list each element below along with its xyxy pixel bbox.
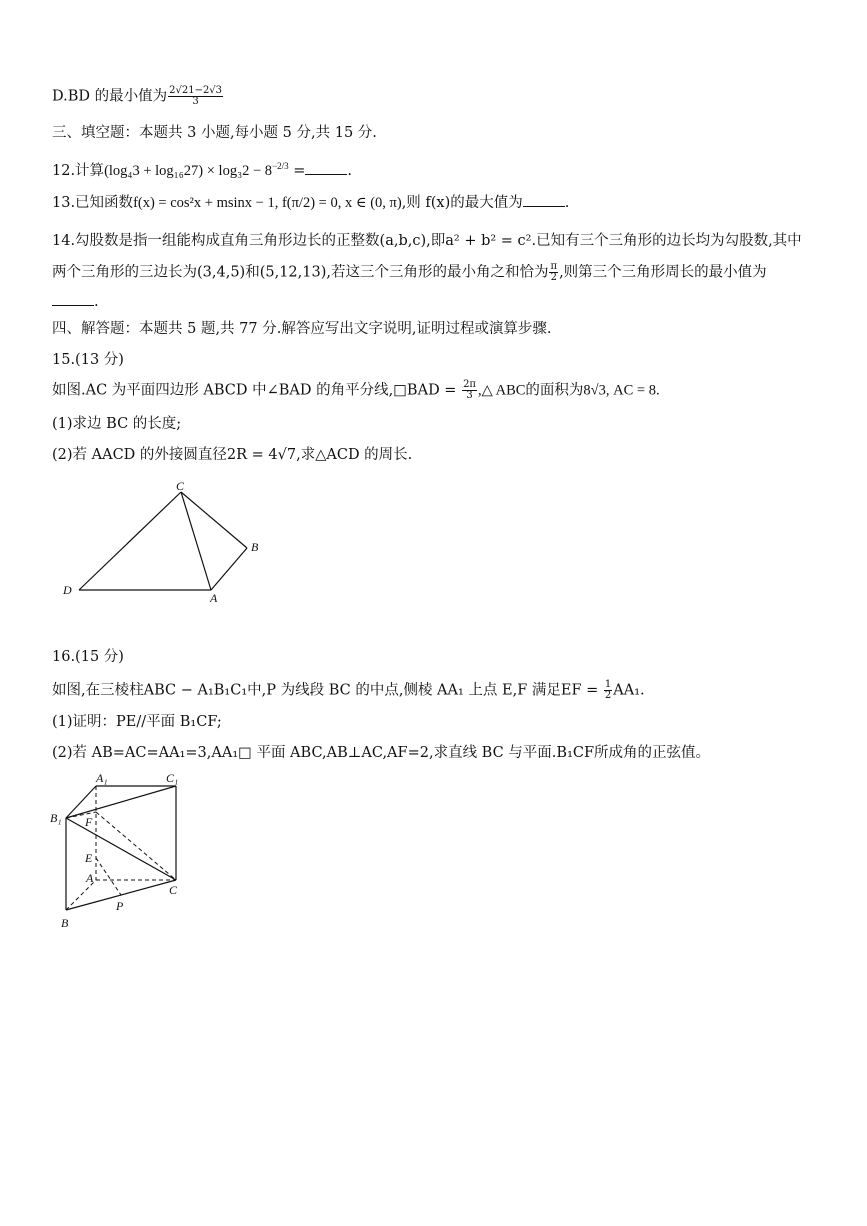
- segment-ep: [96, 858, 121, 895]
- edge-ba: [211, 548, 247, 590]
- label-f: F: [85, 815, 93, 829]
- question-15-part1: (1)求边 BC 的长度;: [52, 416, 182, 432]
- q12-prefix: 12.计算: [52, 162, 105, 179]
- edge-cb: [181, 492, 247, 548]
- label-b: B: [251, 540, 259, 554]
- q14-blank: [52, 293, 94, 306]
- option-d-text: D.BD 的最小值为: [52, 88, 168, 105]
- segment-b1c: [66, 818, 176, 880]
- question-16-heading: 16.(15 分): [52, 649, 124, 665]
- q13-prefix: 13.已知函数: [52, 195, 134, 211]
- label-d: D: [63, 583, 72, 597]
- question-14-line3: .: [52, 292, 99, 312]
- edge-dc: [79, 492, 181, 590]
- question-16-part2: (2)若 AB=AC=AA₁=3,AA₁□ 平面 ABC,AB⊥AC,AF=2,求直线 BC 与平面.B₁CF所成角的正弦值。: [52, 745, 711, 761]
- q12-exponent: −2/3: [272, 161, 289, 171]
- q13-suffix: ,则 f(x)的最大值为: [401, 195, 523, 211]
- edge-b1c1: [66, 786, 176, 818]
- label-a1: A₁: [96, 771, 108, 785]
- label-e: E: [85, 851, 93, 865]
- q15-stem-tail: ,△ ABC的面积为8√3, AC = 8.: [478, 382, 660, 399]
- label-b: B: [61, 916, 69, 930]
- question-15-heading: 15.(13 分): [52, 352, 124, 368]
- q12-blank: [305, 162, 347, 175]
- question-12: 12.计算$(\log_43 + \log_{16}27) \times \log_32 - 8^{-2/3}$ = .: [52, 161, 353, 179]
- option-d-fraction: $\frac{2√21-2√3}{3}$: [169, 85, 223, 107]
- label-a: A: [210, 591, 218, 605]
- question-13: 13.已知函数f(x) = cos²x + msinx − 1, f(π/2) = 0, x ∈ (0, π),则 f(x)的最大值为 .: [52, 195, 570, 211]
- section-4-heading: 四、解答题：本题共 5 题,共 77 分.解答应写出文字说明,证明过程或演算步骤.: [52, 321, 552, 337]
- q13-blank: [523, 194, 565, 207]
- option-d: [52, 86, 224, 107]
- question-15-part2: (2)若 AACD 的外接圆直径2R = 4√7,求△ACD 的周长.: [52, 447, 413, 463]
- label-b1: B₁: [50, 811, 62, 825]
- q15-fraction: $\frac{2\pi}{3}$: [463, 379, 476, 401]
- q15-stem-text: 如图.AC 为平面四边形 ABCD 中∠BAD 的角平分线,□BAD =: [52, 382, 462, 399]
- figure-prism: [48, 770, 198, 935]
- label-p: P: [116, 899, 124, 913]
- question-16-stem: [52, 680, 645, 701]
- label-c1: C₁: [166, 771, 179, 785]
- label-a: A: [86, 871, 94, 885]
- q16-stem-text: 如图,在三棱柱ABC − A₁B₁C₁中,P 为线段 BC 的中点,侧棱 AA₁ 上点 E,F 满足EF =: [52, 682, 603, 699]
- q16-stem-tail: AA₁.: [613, 682, 645, 699]
- diagonal-ca: [181, 492, 211, 590]
- label-c: C: [176, 480, 185, 493]
- q12-suffix: =: [288, 162, 306, 179]
- segment-fc: [96, 812, 176, 880]
- figure-quadrilateral: [55, 480, 275, 605]
- label-c: C: [169, 883, 178, 897]
- q13-expression: f(x) = cos²x + msinx − 1, f(π/2) = 0, x ∈ (0, π): [133, 195, 402, 211]
- q14-suffix: ,则第三个三角形周长的最小值为: [559, 264, 767, 281]
- q14-prefix: 两个三角形的三边长为(3,4,5)和(5,12,13),若这三个三角形的最小角之和恰为: [52, 264, 549, 281]
- q12-expression: (log₄3 + log₁₆27) × log₃2 − 8: [104, 162, 273, 179]
- question-15-stem: [52, 380, 660, 401]
- question-14-line1: 14.勾股数是指一组能构成直角三角形边长的正整数(a,b,c),即a² + b² = c².已知有三个三角形的边长均为勾股数,其中: [52, 233, 802, 249]
- question-16-part1: (1)证明：PE//平面 B₁CF;: [52, 714, 222, 730]
- question-14-line2: [52, 262, 767, 283]
- q16-fraction: $\frac{1}{2}$: [604, 679, 612, 701]
- section-3-heading: 三、填空题：本题共 3 小题,每小题 5 分,共 15 分.: [52, 125, 377, 141]
- q14-fraction: $\frac{\pi}{2}$: [550, 261, 558, 283]
